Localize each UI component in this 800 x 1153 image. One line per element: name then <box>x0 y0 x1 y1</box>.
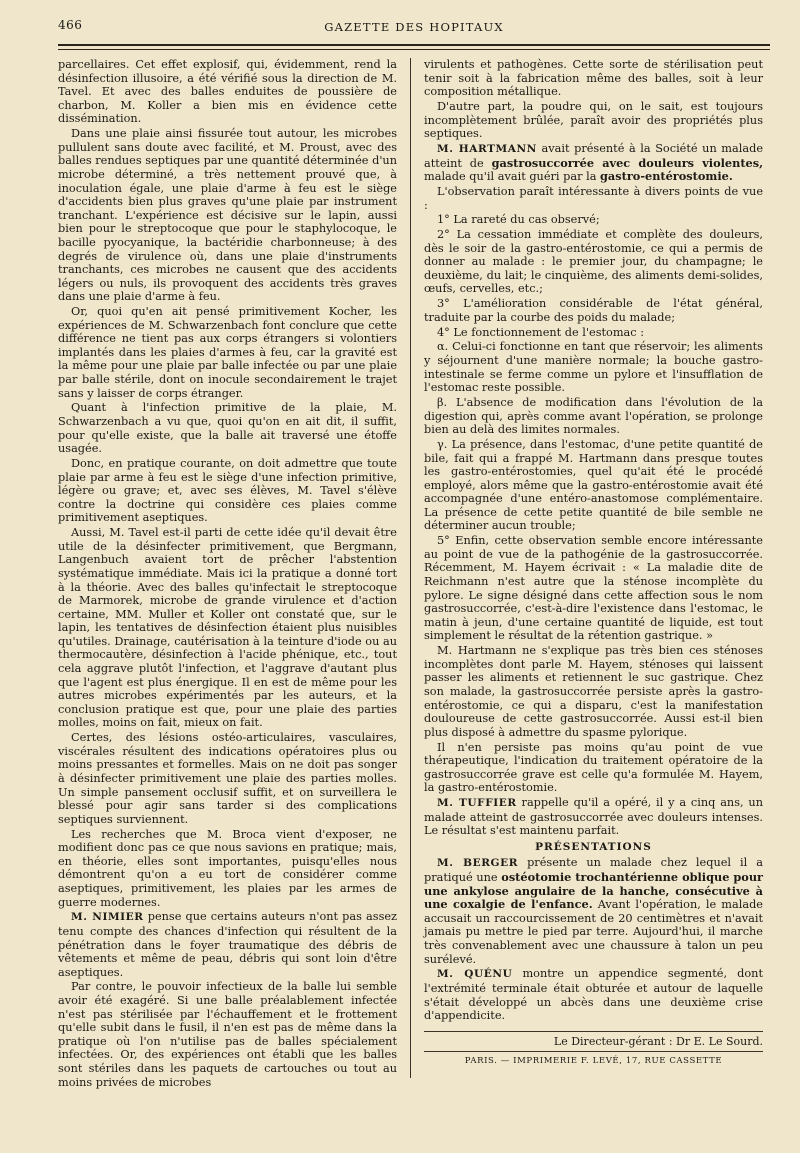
paragraph: L'observation paraît intéressante à divers points de vue : <box>424 184 763 212</box>
paragraph-text: montre un appendice segmenté, dont l'extrémité terminale était obturée et autour de laquelle s'était développé un abcès dans une deuxième crise d'appendicite. <box>424 967 764 1023</box>
paragraph: M. Hartmann ne s'explique pas très bien ces sténoses incomplètes dont parle M. Hayem, sténoses qui laissent passer les aliments et retiennent le suc gastrique. Chez son malade, la gastrosuccorrée persiste après la gastro-entérostomie, ce qui a disparu, c'est la manifestation douloureuse de cette gastrosuccorrée. Aussi est-il bien plus disposé à admettre du spasme pylorique. <box>424 644 763 739</box>
paragraph-text: avait présenté à la Société un malade atteint de <box>424 141 764 170</box>
journal-title: GAZETTE DES HOPITAUX <box>324 20 504 34</box>
paragraph <box>58 910 397 979</box>
paragraph-text: malade qu'il avait guéri par la <box>424 170 597 184</box>
speaker-name: M. TUFFIER <box>437 797 517 810</box>
speaker-name: M. QUÉNU <box>437 968 513 981</box>
speaker-name: M. HARTMANN <box>437 142 537 155</box>
paragraph: Aussi, M. Tavel est-il parti de cette idée qu'il devait être utile de la désinfecter primitivement, que Bergmann, Langenbuch avaient tort de prêcher l'abstention systématique immédiate. Mais ici la pratique a donné tort à la théorie. Avec des balles qu'infectait le streptocoque de Marmorek, microbe de grande virulence et d'action certaine, MM. Muller et Koller ont constaté que, sur le lapin, les tentatives de désinfection étaient plus nuisibles qu'utiles. Drainage, cautérisation à la teinture d'iode ou au thermocautère, désinfection à l'acide phénique, etc., tout cela aggrave plutôt l'infection, et l'aggrave d'autant plus que l'agent est plus énergique. Il en est de même pour les autres microbes expérimentés par les auteurs, et la conclusion pratique est que, pour une plaie des parties molles, moins on fait, mieux on fait. <box>58 526 397 730</box>
speaker-name: M. BERGER <box>437 857 519 870</box>
paragraph: parcellaires. Cet effet explosif, qui, évidemment, rend la désinfection illusoire, a été vérifié sous la direction de M. Tavel. Et avec des balles enduites de poussière de charbon, M. Koller a bien mis en évidence cette dissémination. <box>58 58 397 126</box>
paragraph <box>424 967 763 1022</box>
paragraph: Or, quoi qu'en ait pensé primitivement Kocher, les expériences de M. Schwarzenbach font conclure que cette différence ne tient pas aux corps étrangers si volontiers implantés dans les plaies d'armes à feu, car la gravité est la même pour une plaie par balle infectée ou par une plaie par balle stérile, dont on inocule secondairement le trajet sans y laisser de corps étranger. <box>58 305 397 400</box>
paragraph <box>424 142 763 184</box>
paragraph-text: pense que certains auteurs n'ont pas assez tenu compte des chances d'infection qui résultent de la pénétration dans le foyer traumatique des débris de vêtements et même de peau, débris qui sont loin d'être aseptiques. <box>58 910 398 979</box>
paragraph: Dans une plaie ainsi fissurée tout autour, les microbes pullulent sans doute avec facilité, et M. Proust, avec des balles rendues septiques par une quantité déterminée d'un microbe déterminé, a très nettement prouvé que, à inoculation égale, une plaie d'arme à feu est le siège d'accidents bien plus graves qu'une plaie par instrument tranchant. L'expérience est décisive sur le lapin, aussi bien pour le streptocoque que pour le staphylocoque, le bacille pyocyanique, la bactéridie charbonneuse; à des degrés de virulence où, dans une plaie d'instruments tranchants, ces microbes ne causent que des accidents légers ou nuls, ils provoquent des accidents très graves dans une plaie d'arme à feu. <box>58 127 397 304</box>
emphasis-text: gastro-entérostomie. <box>600 169 733 184</box>
paragraph: Certes, des lésions ostéo-articulaires, vasculaires, viscérales résultent des indications opératoires plus ou moins pressantes et formelles. Mais on ne doit pas songer à désinfecter primitivement une plaie des parties molles. Un simple pansement occlusif suffit, et on surveillera le blessé pour agir sans tarder si des complications septiques surviennent. <box>58 731 397 826</box>
list-item: γ. La présence, dans l'estomac, d'une petite quantité de bile, fait qui a frappé M. Hartmann dans presque toutes les gastro-entérostomies, quel qu'ait été le procédé employé, alors même que la gastro-entérostomie avait été accompagnée d'une entéro-anastomose complémentaire. La présence de cette petite quantité de bile semble ne déterminer aucun trouble; <box>424 437 763 533</box>
paragraph: Donc, en pratique courante, on doit admettre que toute plaie par arme à feu est le siège d'une infection primitive, légère ou grave; et, avec ses élèves, M. Tavel s'élève contre la doctrine qui considère ces plaies comme primitivement aseptiques. <box>58 456 397 525</box>
header-rule-thin <box>58 49 770 50</box>
emphasis-text: gastrosuccorrée avec douleurs violentes, <box>491 155 764 170</box>
paragraph: Par contre, le pouvoir infectieux de la balle lui semble avoir été exagéré. Si une balle préalablement infectée n'est pas stérilisée par l'échauffement et le frottement qu'elle subit dans le fusil, il n'en est pas de même dans la pratique où l'on n'utilise pas de balles spécialement infectées. Or, des expériences ont établi que les balles sont stériles dans les paquets de cartouches ou tout au moins privées de microbes <box>58 980 397 1089</box>
list-item: 1° La rareté du cas observé; <box>437 213 600 227</box>
section-title: PRÉSENTATIONS <box>535 840 652 853</box>
right-column <box>424 58 763 1069</box>
paragraph: Les recherches que M. Broca vient d'exposer, ne modifient donc pas ce que nous savions en pratique; mais, en théorie, elles sont importantes, puisqu'elles nous démontrent qu'on a eu tort de considérer comme aseptiques, primitivement, les plaies par les armes de guerre modernes. <box>58 827 397 909</box>
left-column <box>58 58 397 1090</box>
printer-imprint: PARIS. — IMPRIMERIE F. LEVÉ, 17, RUE CASSETTE <box>424 1051 763 1069</box>
paragraph <box>424 796 763 838</box>
list-item: 5° Enfin, cette observation semble encore intéressante au point de vue de la pathogénie de la gastrosuccorrée. Récemment, M. Hayem écrivait : « La maladie dite de Reichmann n'est autre que la sténose incomplète du pylore. Le signe désigné dans cette affection sous le nom gastrosuccorrée, c'est-à-dire l'existence dans l'estomac, le matin à jeun, d'une certaine quantité de liquide, est tout simplement le résultat de la rétention gastrique. » <box>424 534 763 643</box>
paragraph-text: présente un malade chez lequel il a pratiqué une <box>424 856 764 885</box>
speaker-name: M. NIMIER <box>71 911 144 924</box>
list-item: α. Celui-ci fonctionne en tant que réservoir; les aliments y séjournent d'une manière normale; la bouche gastro-intestinale se ferme comme un pylore et l'insufflation de l'estomac reste possible. <box>424 340 763 395</box>
page-number: 466 <box>58 18 83 32</box>
list-item: β. L'absence de modification dans l'évolution de la digestion qui, après comme avant l'opération, se prolonge bien au delà des limites normales. <box>424 395 763 437</box>
header-rule <box>58 44 770 46</box>
list-item: 2° La cessation immédiate et complète des douleurs, dès le soir de la gastro-entérostomie, ce qui a permis de donner au malade : le premier jour, du champagne; le deuxième, du lait; le cinquième, des aliments demi-solides, œufs, cervelles, etc.; <box>424 228 763 296</box>
paragraph: virulents et pathogènes. Cette sorte de stérilisation peut tenir soit à la fabrication même des balles, soit à leur composition métallique. <box>424 58 763 99</box>
page-header <box>58 14 770 34</box>
list-item: 3° L'amélioration considérable de l'état général, traduite par la courbe des poids du malade; <box>424 297 763 324</box>
paragraph: D'autre part, la poudre qui, on le sait, est toujours incomplètement brûlée, paraît avoir des propriétés plus septiques. <box>424 99 763 141</box>
paragraph-text: Avant l'opération, le malade accusait un raccourcissement de 20 centimètres et n'avait jamais pu mettre le pied par terre. Aujourd'hui, il marche très convenablement avec une chaussure à talon un peu surélevé. <box>424 898 763 966</box>
list-item: 4° Le fonctionnement de l'estomac : <box>437 325 645 339</box>
paragraph <box>424 856 763 966</box>
paragraph: Quant à l'infection primitive de la plaie, M. Schwarzenbach a vu que, quoi qu'on en ait dit, il suffit, pour qu'elle existe, que la balle ait traversé une étoffe usagée. <box>58 401 397 456</box>
director-signature: Le Directeur-gérant : Dr E. Le Sourd. <box>424 1031 763 1049</box>
column-divider <box>410 58 411 1078</box>
emphasis-text: ostéotomie trochantérienne oblique pour une ankylose angulaire de la hanche, consécutive à une coxalgie de l'enfance. <box>424 870 763 912</box>
paragraph: Il n'en persiste pas moins qu'au point de vue thérapeutique, l'indication du traitement opératoire de la gastrosuccorrée grave est celle qu'a formulée M. Hayem, la gastro-entérostomie. <box>424 740 763 795</box>
paragraph-text: rappelle qu'il a opéré, il y a cinq ans, un malade atteint de gastrosuccorrée avec douleurs intenses. Le résultat s'est maintenu parfait. <box>424 796 763 838</box>
